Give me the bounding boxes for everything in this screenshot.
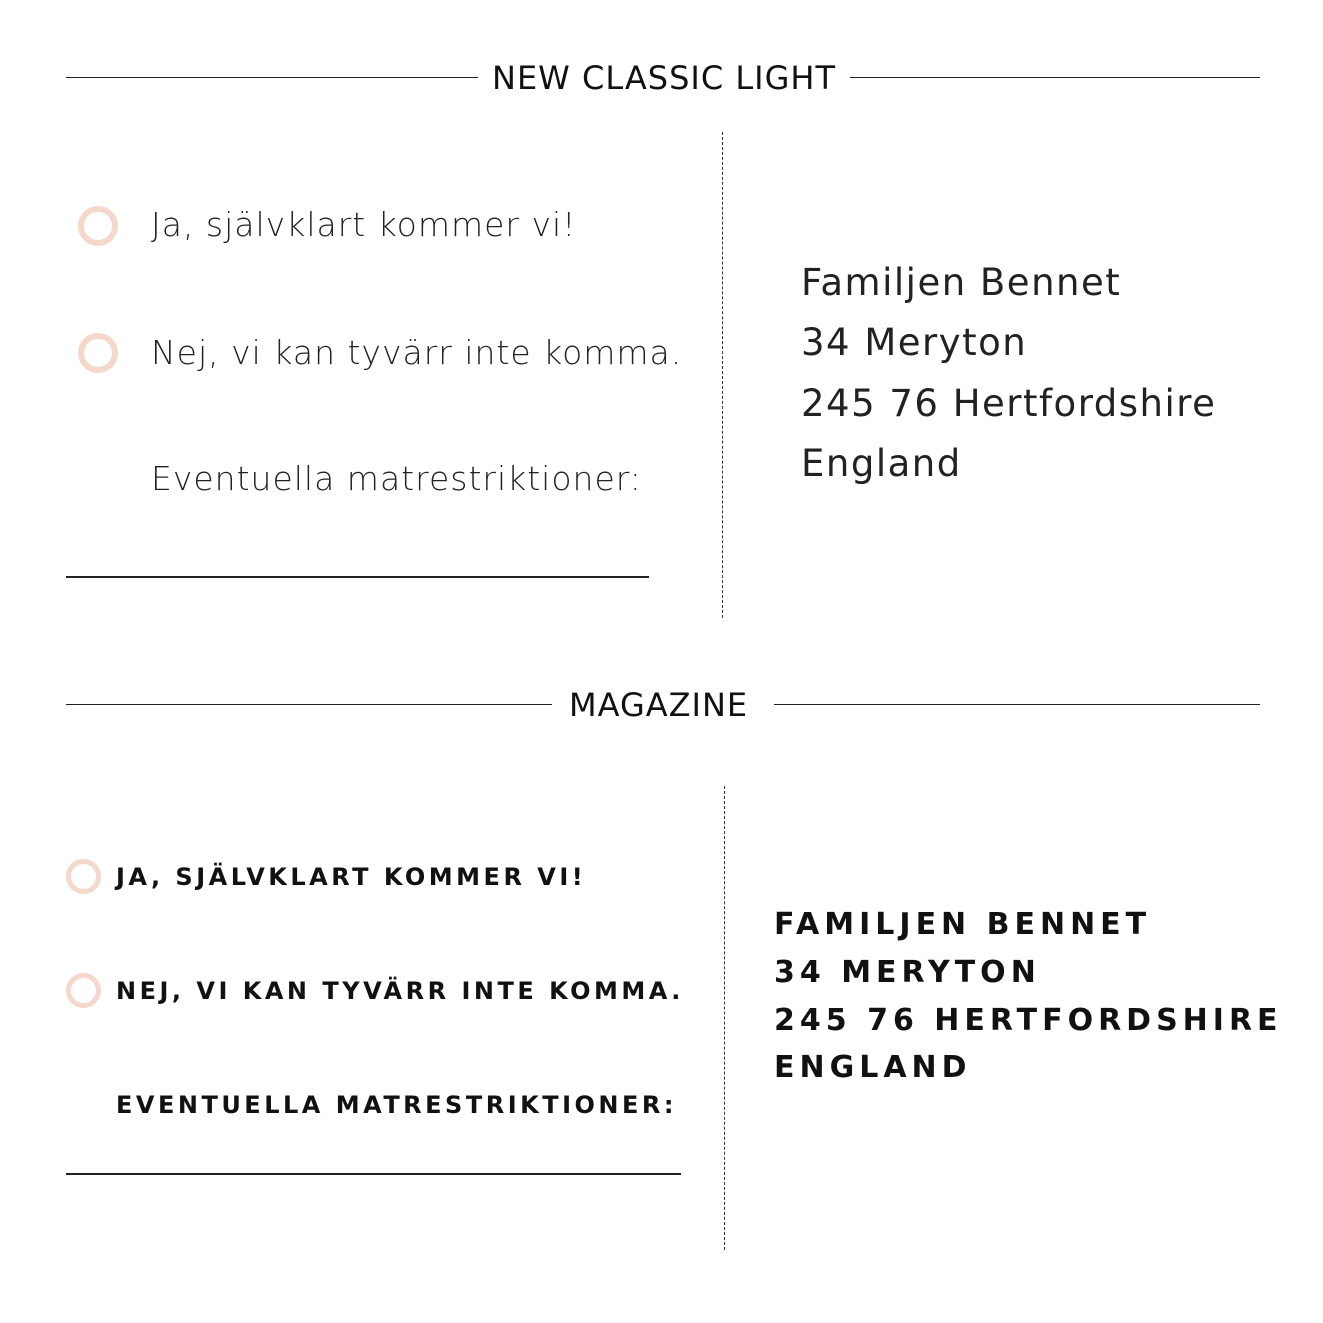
radio-yes[interactable] (78, 206, 118, 246)
title-rule-right (850, 77, 1260, 78)
radio-yes[interactable] (66, 859, 101, 894)
option-yes-label: JA, SJÄLVKLART KOMMER VI! (116, 863, 587, 891)
address-line-3: 245 76 HERTFORDSHIRE (774, 1003, 1283, 1038)
restrictions-label: Eventuella matrestriktioner: (151, 459, 642, 498)
section-title: MAGAZINE (569, 686, 749, 724)
option-yes-label: Ja, självklart kommer vi! (151, 205, 577, 244)
address-line-4: ENGLAND (774, 1050, 972, 1085)
radio-no[interactable] (66, 973, 101, 1008)
option-no-label: NEJ, VI KAN TYVÄRR INTE KOMMA. (116, 977, 684, 1005)
address-line-4: England (801, 442, 962, 485)
address-line-1: Familjen Bennet (801, 261, 1122, 304)
address-line-3: 245 76 Hertfordshire (801, 382, 1217, 425)
address-line-2: 34 MERYTON (774, 955, 1041, 990)
address-line-1: FAMILJEN BENNET (774, 907, 1152, 942)
section-title: NEW CLASSIC LIGHT (492, 59, 837, 97)
restrictions-input-line[interactable] (66, 576, 649, 578)
option-no-label: Nej, vi kan tyvärr inte komma. (151, 333, 683, 372)
radio-no[interactable] (78, 333, 118, 373)
title-rule-right (774, 704, 1260, 705)
title-rule-left (66, 704, 552, 705)
address-line-2: 34 Meryton (801, 321, 1028, 364)
restrictions-input-line[interactable] (66, 1173, 681, 1175)
title-rule-left (66, 77, 478, 78)
restrictions-label: EVENTUELLA MATRESTRIKTIONER: (116, 1091, 677, 1119)
vertical-divider (722, 132, 723, 618)
vertical-divider (724, 786, 725, 1250)
